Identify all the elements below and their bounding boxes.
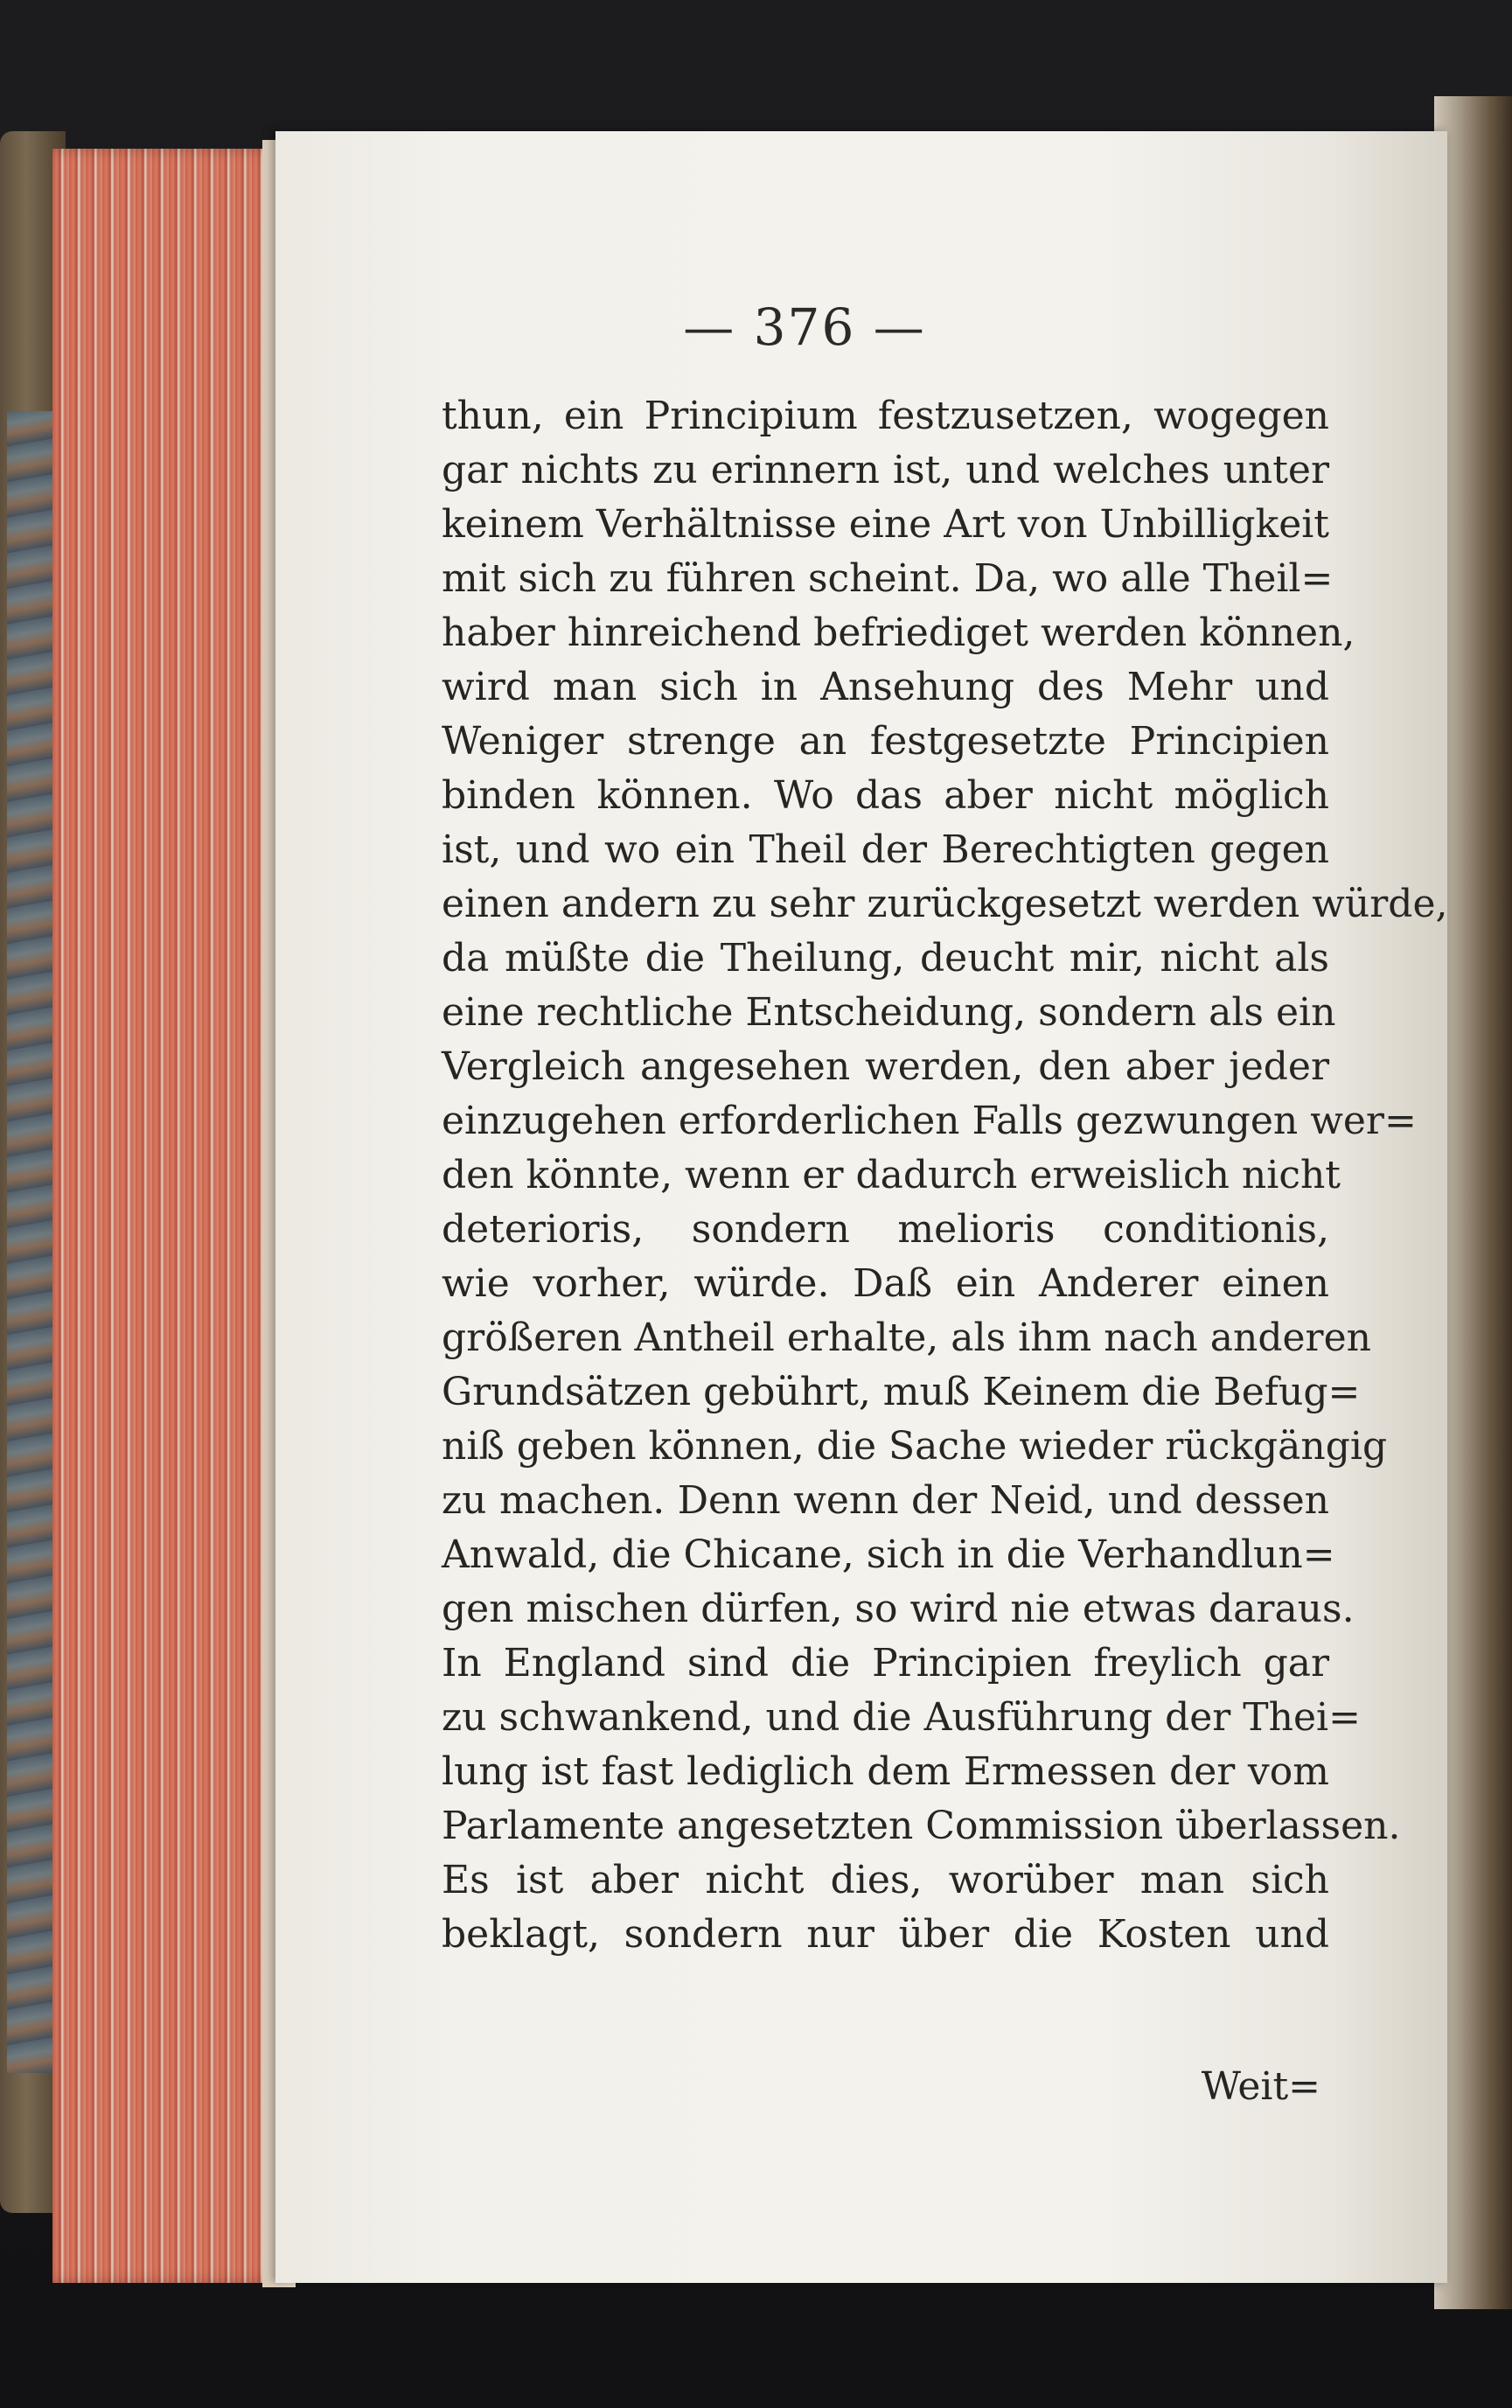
- book-page: [275, 131, 1447, 2283]
- body-text: [442, 389, 1448, 1962]
- text-line: Es ist aber nicht dies, worüber man sich: [442, 1858, 1329, 1902]
- text-line: lung ist fast lediglich dem Ermessen der vom: [442, 1749, 1329, 1794]
- text-line: ist, und wo ein Theil der Berechtigten gegen: [442, 827, 1329, 872]
- text-line: größeren Antheil erhalte, als ihm nach anderen: [442, 1316, 1371, 1360]
- text-line: niß geben können, die Sache wieder rückgängig: [442, 1424, 1388, 1469]
- text-line: In England sind die Principien freylich gar: [442, 1641, 1329, 1686]
- text-line: den könnte, wenn er dadurch erweislich nicht: [442, 1153, 1341, 1197]
- page-number: — 376 —: [683, 297, 926, 357]
- text-line: eine rechtliche Entscheidung, sondern als ein: [442, 990, 1336, 1035]
- text-line: deterioris, sondern melioris conditionis,: [442, 1207, 1329, 1252]
- text-line: wie vorher, würde. Daß ein Anderer einen: [442, 1261, 1329, 1306]
- text-line: mit sich zu führen scheint. Da, wo alle Theil=: [442, 556, 1334, 601]
- text-line: gen mischen dürfen, so wird nie etwas daraus.: [442, 1587, 1355, 1631]
- text-line: Grundsätzen gebührt, muß Keinem die Befug=: [442, 1370, 1361, 1414]
- text-line: zu machen. Denn wenn der Neid, und dessen: [442, 1478, 1329, 1523]
- marbled-cover: [7, 411, 55, 2073]
- text-line: Weniger strenge an festgesetzte Principien: [442, 719, 1329, 764]
- text-line: einen andern zu sehr zurückgesetzt werden würde,: [442, 882, 1448, 926]
- text-line: Parlamente angesetzten Commission überlassen.: [442, 1804, 1401, 1848]
- text-line: thun, ein Principium festzusetzen, wogegen: [442, 394, 1329, 438]
- text-line: Vergleich angesehen werden, den aber jeder: [442, 1044, 1329, 1089]
- catchword: Weit=: [1201, 2064, 1320, 2109]
- text-line: beklagt, sondern nur über die Kosten und: [442, 1912, 1329, 1957]
- text-line: binden können. Wo das aber nicht möglich: [442, 773, 1329, 818]
- text-line: wird man sich in Ansehung des Mehr und: [442, 665, 1329, 709]
- text-line: Anwald, die Chicane, sich in die Verhandlun=: [442, 1532, 1335, 1577]
- text-line: zu schwankend, und die Ausführung der Thei=: [442, 1695, 1361, 1740]
- text-line: einzugehen erforderlichen Falls gezwungen wer=: [442, 1099, 1417, 1143]
- text-line: haber hinreichend befriediget werden können,: [442, 611, 1355, 655]
- text-line: da müßte die Theilung, deucht mir, nicht als: [442, 936, 1329, 981]
- text-line: gar nichts zu erinnern ist, und welches unter: [442, 448, 1329, 492]
- page-stack-red-edge: [52, 149, 293, 2283]
- text-line: keinem Verhältnisse eine Art von Unbilligkeit: [442, 502, 1329, 547]
